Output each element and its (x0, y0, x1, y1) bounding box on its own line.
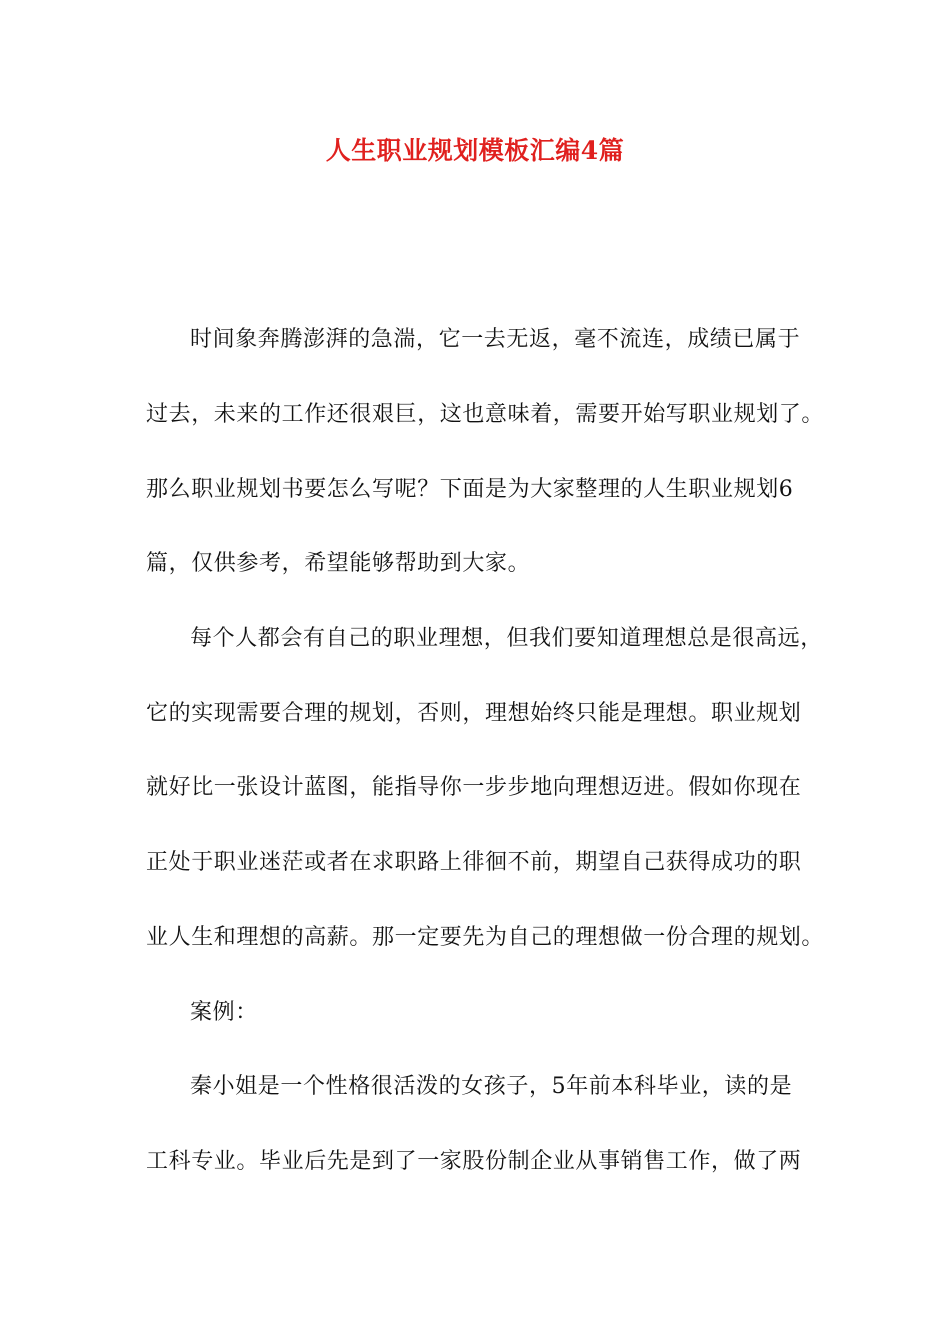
paragraph-line: 每个人都会有自己的职业理想，但我们要知道理想总是很高远， (190, 626, 823, 651)
paragraph-heading-case: 案例： (190, 1000, 258, 1025)
paragraph-line: 就好比一张设计蓝图，能指导你一步步地向理想迈进。假如你现在 (146, 775, 802, 800)
paragraph-line: 正处于职业迷茫或者在求职路上徘徊不前，期望自己获得成功的职 (146, 850, 802, 875)
paragraph-line: 那么职业规划书要怎么写呢？下面是为大家整理的人生职业规划6 (146, 477, 794, 502)
document-title: 人生职业规划模板汇编4篇 (325, 136, 625, 165)
paragraph-line: 时间象奔腾澎湃的急湍，它一去无返，毫不流连，成绩已属于 (190, 327, 801, 352)
paragraph-line: 它的实现需要合理的规划，否则，理想始终只能是理想。职业规划 (146, 701, 802, 726)
paragraph-line: 业人生和理想的高薪。那一定要先为自己的理想做一份合理的规划。 (146, 925, 825, 950)
paragraph-line: 过去，未来的工作还很艰巨，这也意味着，需要开始写职业规划了。 (146, 402, 825, 427)
paragraph-line: 工科专业。毕业后先是到了一家股份制企业从事销售工作，做了两 (146, 1149, 802, 1174)
paragraph-line: 篇，仅供参考，希望能够帮助到大家。 (146, 551, 531, 576)
paragraph-line: 秦小姐是一个性格很活泼的女孩子，5年前本科毕业，读的是 (190, 1074, 793, 1099)
